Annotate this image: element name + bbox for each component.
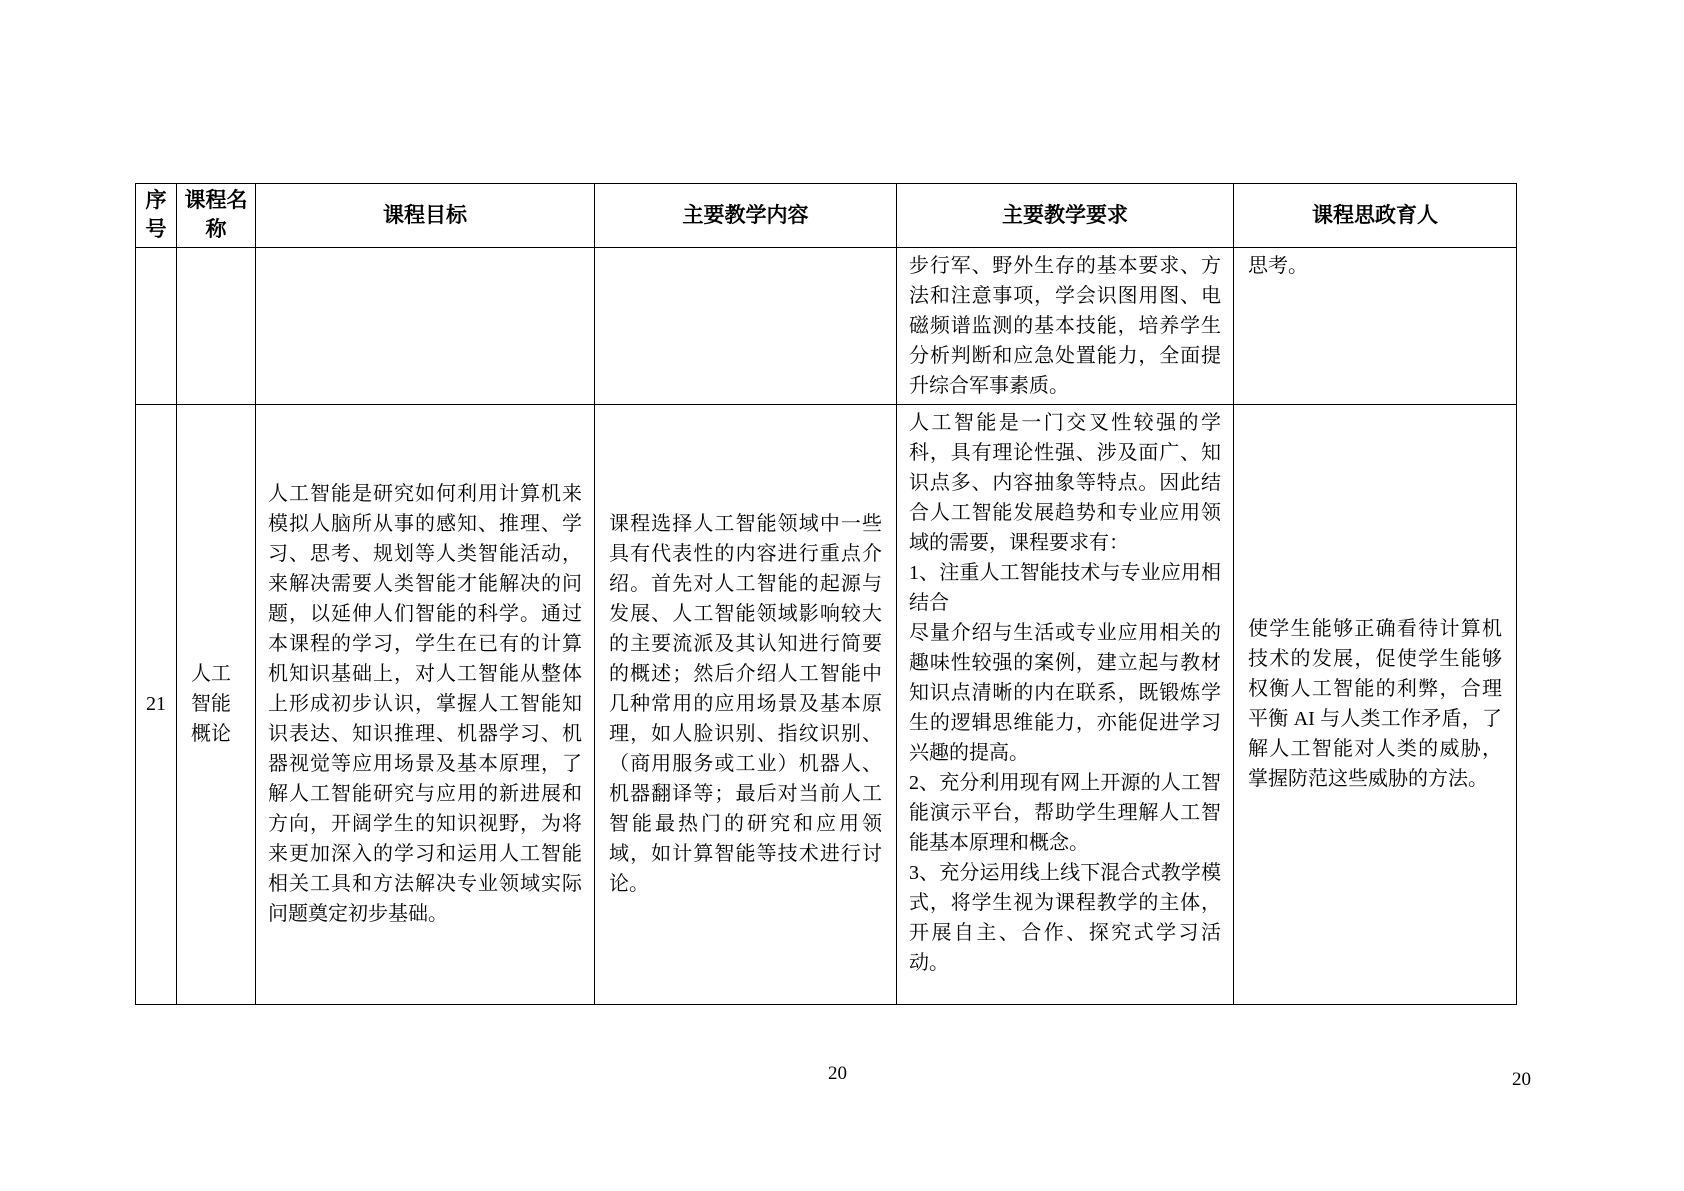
course-syllabus-table bbox=[135, 183, 1517, 1005]
page-number-center: 20 bbox=[828, 1063, 847, 1084]
table-header-row bbox=[136, 184, 1517, 248]
header-course-name: 课程名称 bbox=[177, 184, 256, 248]
header-objectives: 课程目标 bbox=[256, 184, 595, 248]
cell-content bbox=[595, 247, 897, 404]
header-ideology: 课程思政育人 bbox=[1234, 184, 1517, 248]
cell-objectives bbox=[256, 247, 595, 404]
requirements-paragraph: 人工智能是一门交叉性较强的学科，具有理论性强、涉及面广、知识点多、内容抽象等特点。因此结合人工智能发展趋势和专业应用领域的需要，课程要求有： bbox=[909, 411, 1221, 554]
cell-course-name: 人工智能概论 bbox=[177, 404, 256, 1004]
cell-requirements bbox=[897, 404, 1234, 1004]
table-row-continuation bbox=[136, 247, 1517, 404]
cell-seq: 21 bbox=[136, 404, 177, 1004]
cell-ideology: 思考。 bbox=[1234, 247, 1517, 404]
requirements-paragraph: 3、充分运用线上线下混合式教学模式，将学生视为课程教学的主体，开展自主、合作、探究式学习活动。 bbox=[909, 861, 1221, 974]
header-requirements: 主要教学要求 bbox=[897, 184, 1234, 248]
cell-content: 课程选择人工智能领域中一些具有代表性的内容进行重点介绍。首先对人工智能的起源与发展、人工智能领域影响较大的主要流派及其认知进行简要的概述；然后介绍人工智能中几种常用的应用场景及基本原理，如人脸识别、指纹识别、（商用服务或工业）机器人、机器翻译等；最后对当前人工智能最热门的研究和应用领域，如计算智能等技术进行讨论。 bbox=[595, 404, 897, 1004]
requirements-paragraph: 1、注重人工智能技术与专业应用相结合 bbox=[909, 561, 1221, 614]
cell-ideology: 使学生能够正确看待计算机技术的发展，促使学生能够权衡人工智能的利弊，合理平衡 AI 与人类工作矛盾，了解人工智能对人类的威胁，掌握防范这些威胁的方法。 bbox=[1234, 404, 1517, 1004]
cell-requirements bbox=[897, 247, 1234, 404]
table-row-course-21 bbox=[136, 404, 1517, 1004]
cell-objectives: 人工智能是研究如何利用计算机来模拟人脑所从事的感知、推理、学习、思考、规划等人类智能活动，来解决需要人类智能才能解决的问题，以延伸人们智能的科学。通过本课程的学习，学生在已有的计算机知识基础上，对人工智能从整体上形成初步认识，掌握人工智能知识表达、知识推理、机器学习、机器视觉等应用场景及基本原理，了解人工智能研究与应用的新进展和方向，开阔学生的知识视野，为将来更加深入的学习和运用人工智能相关工具和方法解决专业领域实际问题奠定初步基础。 bbox=[256, 404, 595, 1004]
requirements-paragraph: 步行军、野外生存的基本要求、方法和注意事项，学会识图用图、电磁频谱监测的基本技能，培养学生分析判断和应急处置能力，全面提升综合军事素质。 bbox=[909, 254, 1221, 397]
requirements-paragraph: 尽量介绍与生活或专业应用相关的趣味性较强的案例，建立起与教材知识点清晰的内在联系，既锻炼学生的逻辑思维能力，亦能促进学习兴趣的提高。 bbox=[909, 621, 1221, 764]
cell-course-name bbox=[177, 247, 256, 404]
header-seq: 序号 bbox=[136, 184, 177, 248]
requirements-paragraph: 2、充分利用现有网上开源的人工智能演示平台，帮助学生理解人工智能基本原理和概念。 bbox=[909, 771, 1221, 854]
header-content: 主要教学内容 bbox=[595, 184, 897, 248]
cell-seq bbox=[136, 247, 177, 404]
page-number-right: 20 bbox=[1512, 1069, 1531, 1090]
